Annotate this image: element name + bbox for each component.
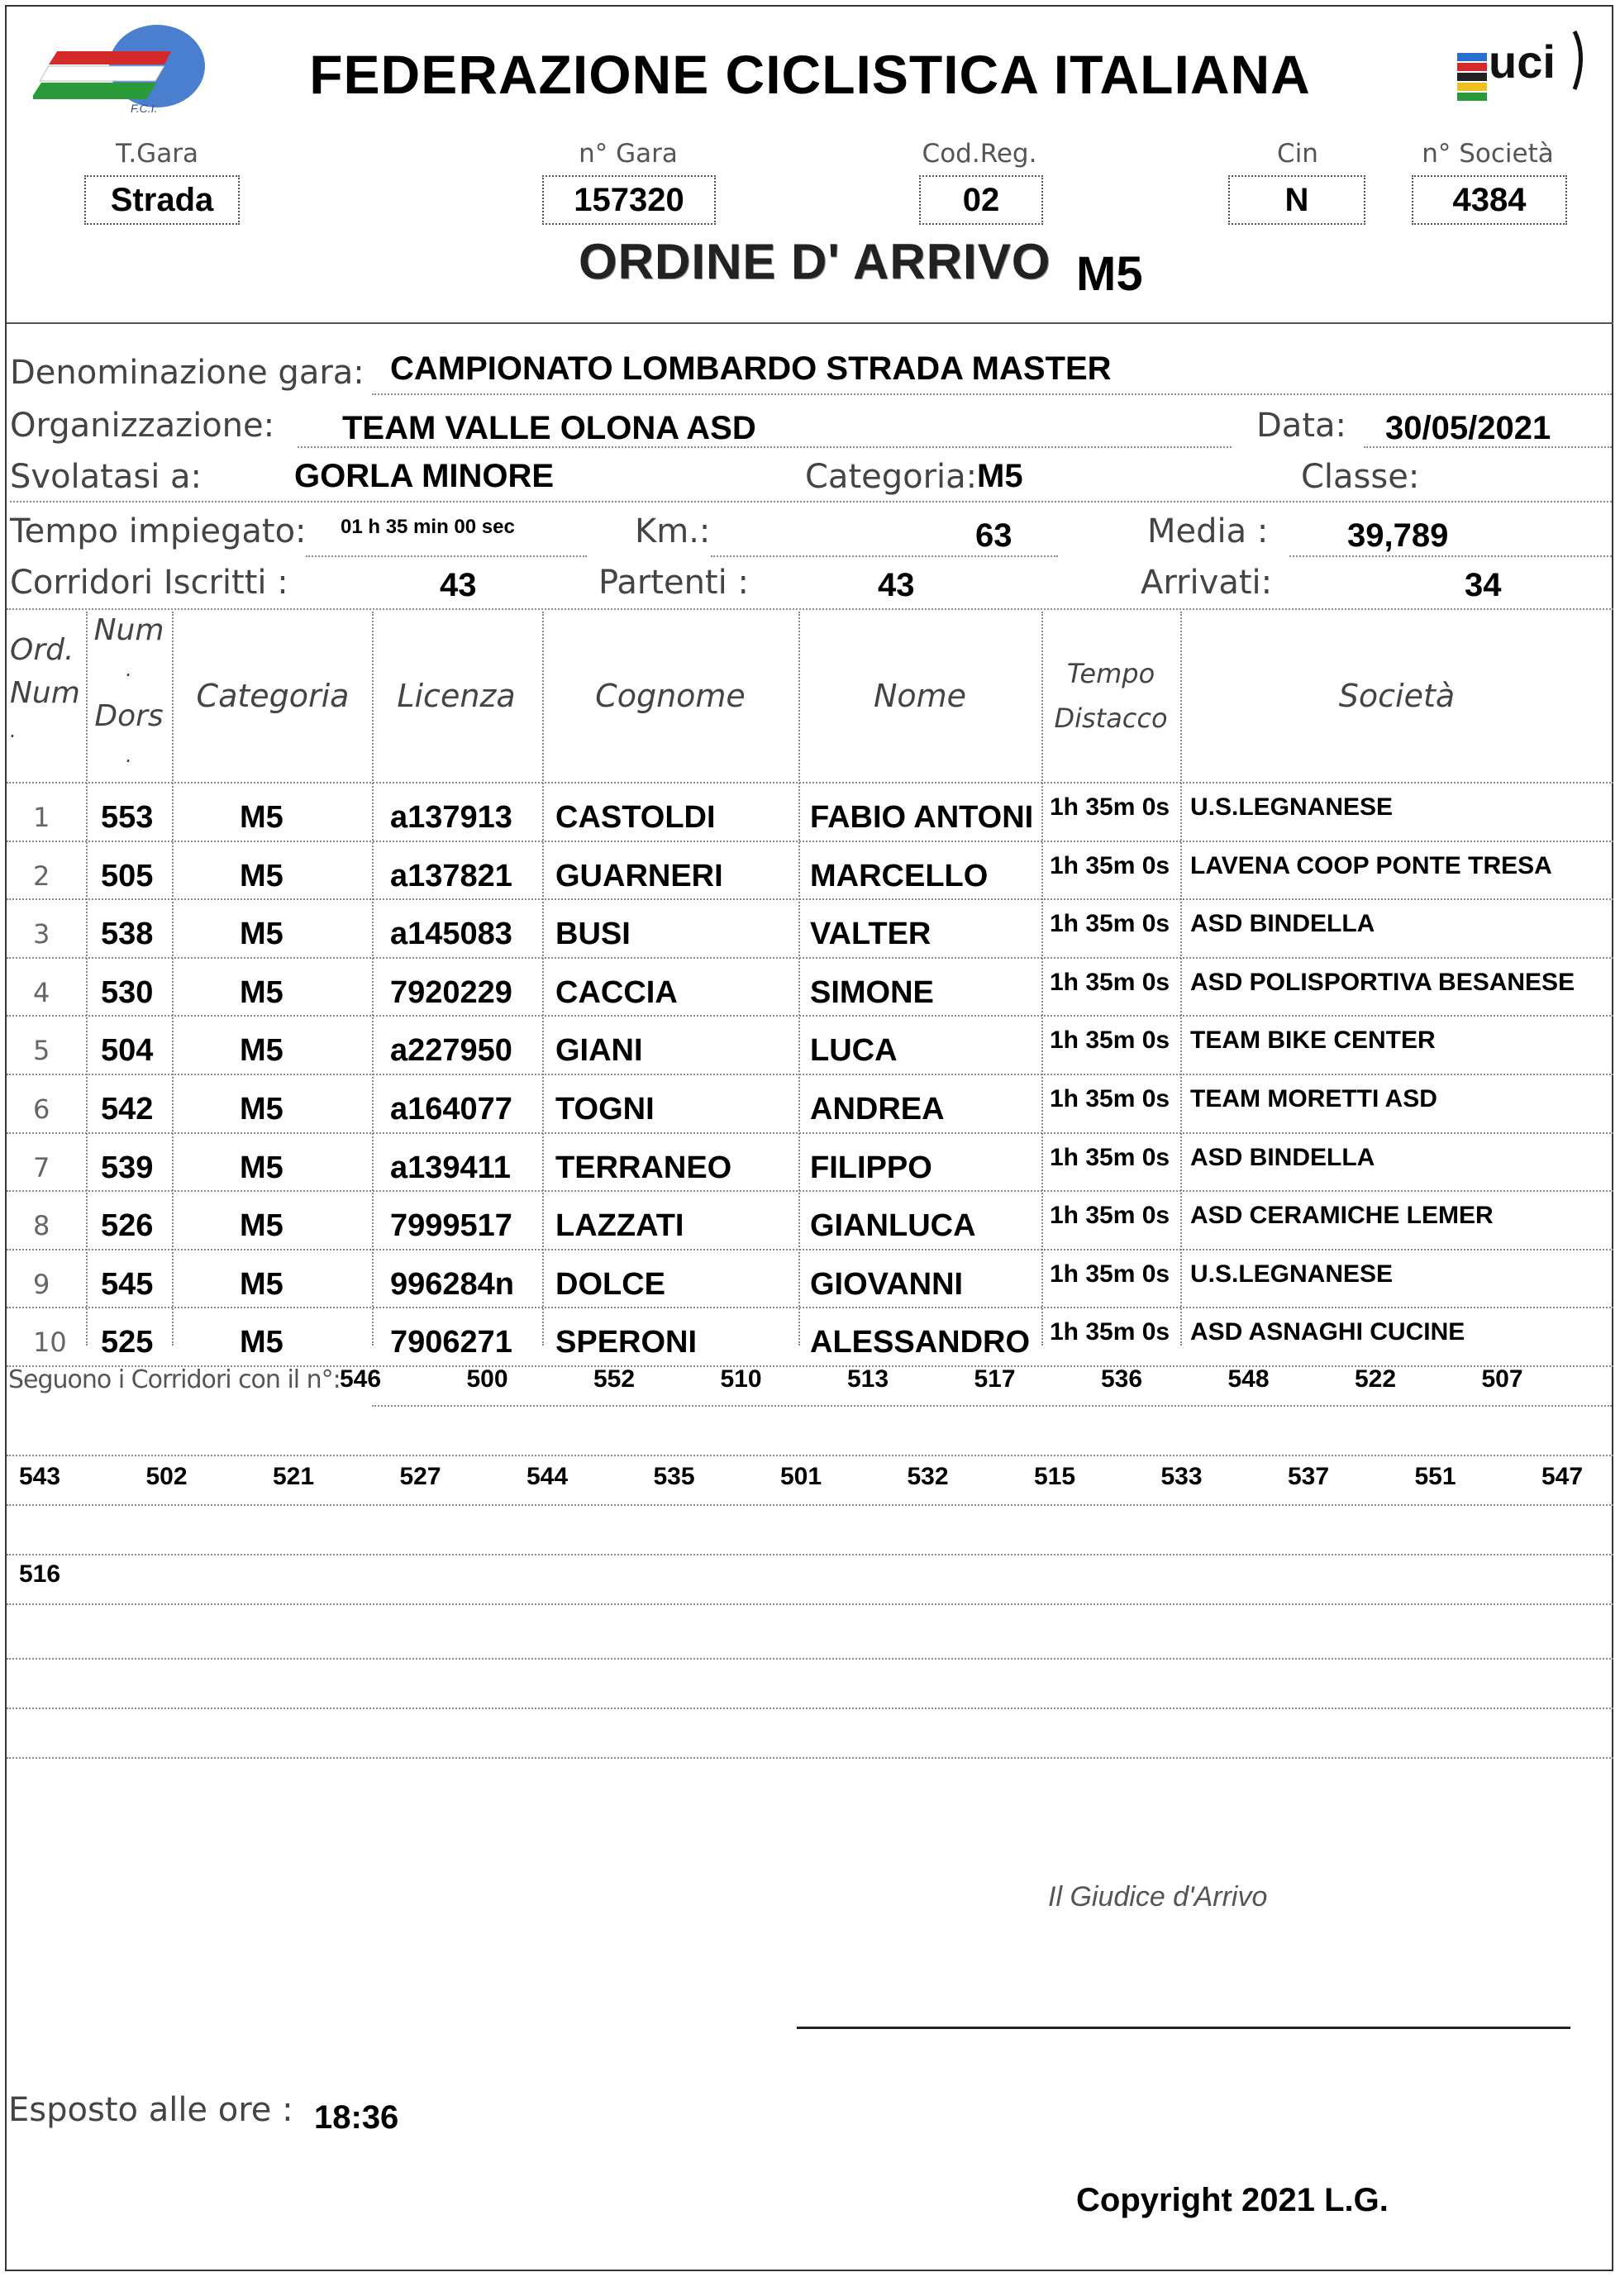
col-categoria: Categoria [196, 678, 350, 714]
category-code: M5 [1076, 247, 1143, 301]
follower-number: 515 [1033, 1463, 1076, 1490]
organizzazione-label: Organizzazione: [10, 407, 275, 445]
vline [172, 612, 174, 1346]
copyright: Copyright 2021 L.G. [1076, 2182, 1389, 2218]
follower-number: 537 [1287, 1463, 1330, 1490]
arrivati-value: 34 [1465, 567, 1502, 603]
row-societa: U.S.LEGNANESE [1190, 1260, 1394, 1288]
row-societa: LAVENA COOP PONTE TRESA [1190, 851, 1552, 879]
follower-number: 552 [593, 1365, 636, 1393]
col-cognome: Cognome [595, 678, 746, 714]
giudice-label: Il Giudice d'Arrivo [1048, 1881, 1268, 1913]
row-categoria: M5 [240, 858, 284, 893]
esposto-value: 18:36 [314, 2099, 399, 2136]
follower-number: 532 [907, 1463, 949, 1490]
follower-number: 546 [339, 1365, 382, 1393]
row-categoria: M5 [240, 1033, 284, 1069]
follower-number: 522 [1354, 1365, 1397, 1393]
col-ord-l1: Ord. [10, 633, 74, 667]
cin-label: Cin [1277, 139, 1318, 169]
row-societa: ASD BINDELLA [1190, 1143, 1375, 1171]
follower-number: 521 [272, 1463, 315, 1490]
arrivati-label: Arrivati: [1141, 564, 1273, 602]
vline [1180, 612, 1182, 1346]
row-licenza: a145083 [390, 917, 512, 952]
row-tempo: 1h 35m 0s [1050, 1143, 1170, 1171]
follower-number: 516 [18, 1560, 61, 1588]
row-cognome: LAZZATI [555, 1208, 684, 1244]
ordine-arrivo-title: ORDINE D' ARRIVO [579, 234, 1051, 289]
row-ord: 5 [33, 1035, 50, 1067]
row-tempo: 1h 35m 0s [1050, 968, 1170, 996]
iscritti-value: 43 [440, 567, 477, 603]
dotline [1364, 446, 1612, 448]
cin-value: N [1228, 175, 1365, 225]
row-ord: 8 [33, 1210, 50, 1242]
km-value: 63 [975, 517, 1012, 554]
iscritti-label: Corridori Iscritti : [10, 564, 288, 602]
row-licenza: a137913 [390, 800, 512, 835]
header-divider [7, 322, 1613, 324]
follower-number: 502 [145, 1463, 188, 1490]
row-categoria: M5 [240, 1150, 284, 1185]
row-dors: 545 [101, 1266, 154, 1302]
row-categoria: M5 [240, 800, 284, 835]
table-row-divider [7, 1132, 1613, 1134]
row-tempo: 1h 35m 0s [1050, 793, 1170, 821]
table-row-divider [7, 957, 1613, 959]
signature-line [797, 2027, 1570, 2029]
dotline [306, 555, 587, 557]
dotline [7, 1455, 1613, 1456]
row-nome: ANDREA [810, 1092, 945, 1127]
row-licenza: 7920229 [390, 974, 512, 1010]
km-label: Km.: [635, 512, 711, 550]
row-tempo: 1h 35m 0s [1050, 851, 1170, 879]
organizzazione-value: TEAM VALLE OLONA ASD [342, 410, 756, 446]
row-licenza: a139411 [390, 1150, 511, 1185]
row-cognome: SPERONI [555, 1325, 698, 1360]
row-cognome: TOGNI [555, 1092, 655, 1127]
row-cognome: DOLCE [555, 1266, 665, 1302]
row-societa: ASD BINDELLA [1190, 910, 1375, 938]
follower-number: 507 [1481, 1365, 1523, 1393]
col-licenza: Licenza [397, 678, 516, 714]
data-value: 30/05/2021 [1385, 410, 1551, 446]
row-societa: ASD ASNAGHI CUCINE [1190, 1318, 1465, 1346]
page-title: FEDERAZIONE CICLISTICA ITALIANA [309, 44, 1311, 105]
col-ord-l2: Num [10, 676, 80, 710]
follower-number: 500 [466, 1365, 508, 1393]
row-cognome: TERRANEO [555, 1150, 732, 1185]
row-societa: ASD POLISPORTIVA BESANESE [1190, 968, 1575, 996]
row-ord: 2 [33, 860, 50, 892]
categoria-value: M5 [977, 458, 1023, 494]
col-dors-l2: . [126, 658, 132, 681]
row-categoria: M5 [240, 1208, 284, 1244]
row-societa: TEAM BIKE CENTER [1190, 1027, 1436, 1055]
vline [798, 612, 800, 1346]
row-dors: 505 [101, 858, 154, 893]
dotline [7, 1554, 1613, 1555]
codreg-label: Cod.Reg. [922, 139, 1037, 169]
denominazione-value: CAMPIONATO LOMBARDO STRADA MASTER [390, 350, 1112, 387]
dotline [7, 1658, 1613, 1660]
follower-number: 547 [1541, 1463, 1584, 1490]
row-licenza: a137821 [390, 858, 512, 893]
row-nome: GIOVANNI [810, 1266, 964, 1302]
classe-label: Classe: [1301, 458, 1420, 496]
row-cognome: CASTOLDI [555, 800, 716, 835]
dotline [7, 1504, 1613, 1506]
row-nome: MARCELLO [810, 858, 989, 893]
dotline [1289, 555, 1612, 557]
svolatasi-value: GORLA MINORE [294, 458, 555, 494]
dotline [372, 1405, 1612, 1407]
follower-number: 548 [1227, 1365, 1270, 1393]
follower-number: 501 [779, 1463, 822, 1490]
row-ord: 7 [33, 1151, 50, 1184]
row-cognome: CACCIA [555, 974, 678, 1010]
tgara-label: T.Gara [116, 139, 198, 169]
row-licenza: 7906271 [390, 1325, 512, 1360]
row-ord: 9 [33, 1268, 50, 1300]
categoria-label: Categoria: [805, 458, 978, 496]
row-tempo: 1h 35m 0s [1050, 1260, 1170, 1288]
row-ord: 3 [33, 918, 50, 950]
col-tempo-l2: Distacco [1054, 703, 1168, 734]
row-dors: 553 [101, 800, 154, 835]
table-row-divider [7, 841, 1613, 842]
row-tempo: 1h 35m 0s [1050, 1085, 1170, 1112]
row-dors: 538 [101, 917, 154, 952]
partenti-label: Partenti : [598, 564, 749, 602]
row-licenza: 996284n [390, 1266, 515, 1302]
table-row-divider [7, 898, 1613, 900]
partenti-value: 43 [878, 567, 915, 603]
uci-logo-text: uci [1489, 36, 1556, 88]
col-ord-l3: . [10, 719, 17, 742]
row-dors: 539 [101, 1150, 154, 1185]
table-row-divider [7, 1074, 1613, 1075]
col-nome: Nome [873, 678, 967, 714]
dotline [298, 446, 1232, 448]
follower-number: 517 [974, 1365, 1016, 1393]
ngara-value: 157320 [542, 175, 716, 225]
nsocieta-label: n° Società [1422, 139, 1554, 169]
row-ord: 1 [33, 802, 50, 833]
row-nome: VALTER [810, 917, 932, 952]
row-nome: GIANLUCA [810, 1208, 976, 1244]
row-cognome: BUSI [555, 917, 631, 952]
follower-number: 536 [1100, 1365, 1143, 1393]
row-tempo: 1h 35m 0s [1050, 1027, 1170, 1055]
dotline [7, 782, 1613, 784]
denominazione-label: Denominazione gara: [10, 354, 364, 392]
vline [86, 612, 88, 1346]
row-licenza: a227950 [390, 1033, 512, 1069]
row-nome: ALESSANDRO [810, 1325, 1031, 1360]
table-row-divider [7, 1015, 1613, 1017]
dotline [10, 501, 1612, 503]
fci-logo-text: F.C.I. [131, 102, 158, 114]
codreg-value: 02 [919, 175, 1043, 225]
tgara-value: Strada [84, 175, 240, 225]
row-tempo: 1h 35m 0s [1050, 910, 1170, 938]
row-categoria: M5 [240, 1092, 284, 1127]
page-frame [5, 5, 1613, 2271]
row-dors: 525 [101, 1325, 154, 1360]
col-dors-l1: Num [93, 613, 164, 647]
col-dors-l3: Dors [94, 699, 164, 733]
table-row-divider [7, 1249, 1613, 1250]
ngara-label: n° Gara [579, 139, 678, 169]
row-nome: LUCA [810, 1033, 898, 1069]
tempo-value: 01 h 35 min 00 sec [341, 516, 515, 538]
col-societa: Società [1338, 678, 1456, 714]
row-societa: ASD CERAMICHE LEMER [1190, 1202, 1494, 1230]
row-societa: U.S.LEGNANESE [1190, 793, 1394, 821]
data-label: Data: [1256, 407, 1346, 445]
col-tempo-l1: Tempo [1066, 658, 1155, 689]
dotline [7, 1708, 1613, 1709]
esposto-label: Esposto alle ore : [8, 2091, 293, 2129]
row-dors: 526 [101, 1208, 154, 1244]
follower-number: 544 [526, 1463, 569, 1490]
dotline [7, 608, 1613, 610]
row-ord: 10 [33, 1327, 67, 1359]
col-dors-l4: . [126, 744, 132, 767]
row-nome: FABIO ANTONI [810, 800, 1034, 835]
row-licenza: 7999517 [390, 1208, 512, 1244]
follower-number: 551 [1414, 1463, 1456, 1490]
follower-number: 513 [846, 1365, 889, 1393]
dotline [372, 393, 1612, 395]
row-categoria: M5 [240, 974, 284, 1010]
followers-label: Seguono i Corridori con il n°: [8, 1365, 341, 1394]
row-societa: TEAM MORETTI ASD [1190, 1085, 1437, 1112]
row-dors: 504 [101, 1033, 154, 1069]
vline [1041, 612, 1043, 1346]
row-cognome: GIANI [555, 1033, 643, 1069]
row-dors: 530 [101, 974, 154, 1010]
svolatasi-label: Svolatasi a: [10, 458, 202, 496]
dotline [711, 555, 1058, 557]
row-ord: 4 [33, 976, 50, 1008]
follower-number: 533 [1160, 1463, 1203, 1490]
table-row-divider [7, 1307, 1613, 1308]
row-tempo: 1h 35m 0s [1050, 1202, 1170, 1230]
row-ord: 6 [33, 1093, 50, 1125]
follower-number: 543 [18, 1463, 61, 1490]
follower-number: 535 [653, 1463, 695, 1490]
row-categoria: M5 [240, 1266, 284, 1302]
tempo-label: Tempo impiegato: [10, 512, 307, 550]
row-categoria: M5 [240, 917, 284, 952]
vline [542, 612, 544, 1346]
dotline [7, 1603, 1613, 1605]
row-categoria: M5 [240, 1325, 284, 1360]
row-licenza: a164077 [390, 1092, 512, 1127]
row-nome: FILIPPO [810, 1150, 932, 1185]
follower-number: 510 [720, 1365, 762, 1393]
media-label: Media : [1147, 512, 1269, 550]
table-row-divider [7, 1190, 1613, 1192]
follower-number: 527 [399, 1463, 441, 1490]
nsocieta-value: 4384 [1412, 175, 1567, 225]
row-nome: SIMONE [810, 974, 934, 1010]
vline [372, 612, 374, 1346]
media-value: 39,789 [1347, 517, 1449, 554]
row-tempo: 1h 35m 0s [1050, 1318, 1170, 1346]
row-dors: 542 [101, 1092, 154, 1127]
dotline [7, 1757, 1613, 1759]
row-cognome: GUARNERI [555, 858, 723, 893]
